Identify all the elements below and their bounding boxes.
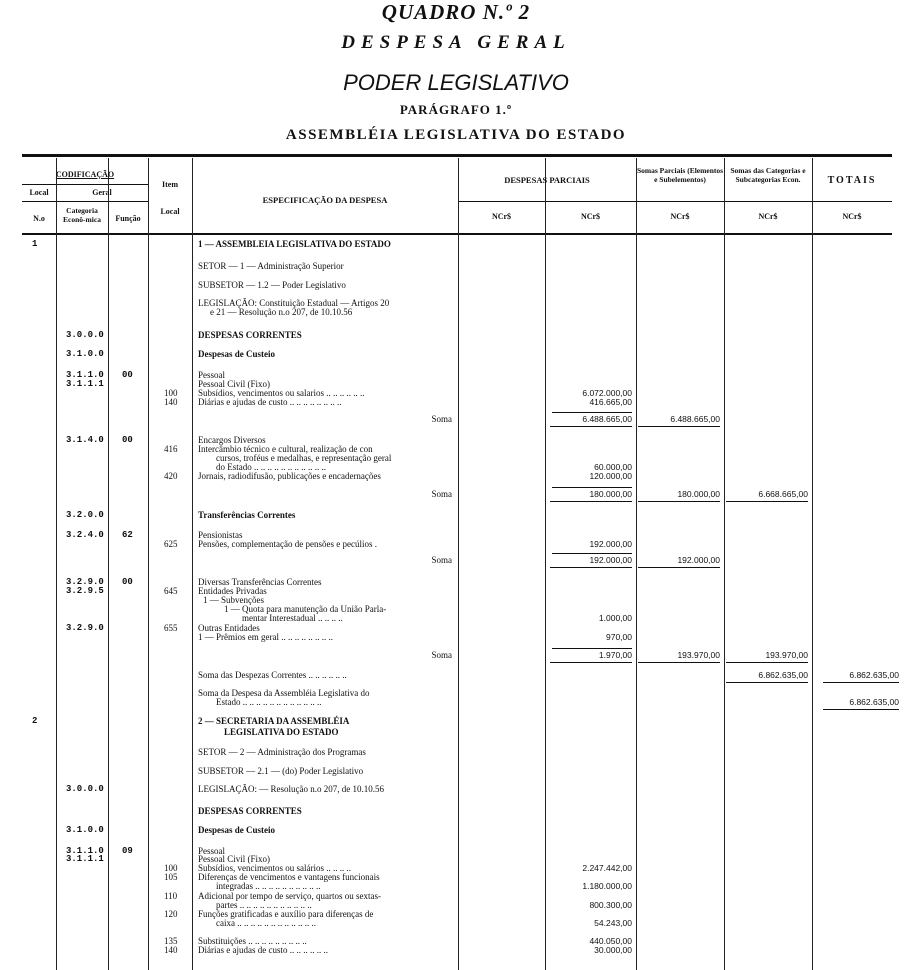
- categoria-code: 3.1.0.0: [66, 349, 104, 359]
- especificacao-text: Pensionistas: [198, 530, 243, 540]
- amount-rule: [823, 682, 899, 683]
- amount-p1: 30.000,00: [594, 945, 632, 955]
- especificacao-text: Encargos Diversos: [198, 435, 266, 445]
- code-divider-1: [22, 184, 148, 185]
- amount-p1: 416.665,00: [589, 397, 632, 407]
- amount-rule: [638, 501, 720, 502]
- funcao-code: 00: [122, 577, 133, 587]
- especificacao-text: Diárias e ajudas de custo .. .. .. .. .. ..: [198, 945, 328, 955]
- soma-label: Soma: [431, 555, 452, 565]
- amount-divider: [458, 201, 892, 202]
- col-rule-desc: [458, 158, 459, 970]
- item-code: 625: [164, 539, 178, 549]
- especificacao-text: SUBSETOR — 1.2 — Poder Legislativo: [198, 280, 346, 290]
- especificacao-text: Pessoal Civil (Fixo): [198, 379, 271, 389]
- currency-p2: NCr$: [580, 212, 601, 221]
- amount-p3: 6.668.665,00: [758, 489, 808, 499]
- especificacao-text: Pessoal Civil (Fixo): [198, 854, 271, 864]
- especificacao-text: Diferenças de vencimentos e vantagens funcionais: [198, 872, 380, 882]
- especificacao-text: caixa .. .. .. .. .. .. .. .. .. .. .. ..: [216, 918, 316, 928]
- especificacao-text: 1 — ASSEMBLEIA LEGISLATIVA DO ESTADO: [198, 239, 391, 249]
- amount-p2: 193.970,00: [677, 650, 720, 660]
- especificacao-text: Substituições .. .. .. .. .. .. .. .. ..: [198, 936, 307, 946]
- soma-label: Soma: [431, 414, 452, 424]
- soma-top-rule: [552, 487, 632, 488]
- amount-rule: [550, 567, 632, 568]
- categoria-code: 3.0.0.0: [66, 784, 104, 794]
- especificacao-text: 1 — Subvenções: [203, 595, 264, 605]
- especificacao-text: Jornais, radiodifusão, publicações e encadernações: [198, 471, 381, 481]
- categoria-code: 3.1.1.0: [66, 370, 104, 380]
- especificacao-text: mentar Interestadual .. .. .. ..: [242, 613, 343, 623]
- col-rule-p3: [724, 158, 725, 970]
- especificacao-text: integradas .. .. .. .. .. .. .. .. .. ..: [216, 881, 321, 891]
- item-code: 140: [164, 397, 178, 407]
- funcao-code: 00: [122, 435, 133, 445]
- soma-top-rule: [552, 648, 632, 649]
- especificacao-text: partes .. .. .. .. .. .. .. .. .. .. ..: [216, 900, 312, 910]
- item-code: 110: [164, 891, 178, 901]
- row-number: 2: [32, 716, 38, 726]
- item-code: 420: [164, 471, 178, 481]
- amount-p1: 440.050,00: [589, 936, 632, 946]
- col-rule-p2: [636, 158, 637, 970]
- amount-p4: 6.862.635,00: [849, 697, 899, 707]
- categoria-code: 3.1.0.0: [66, 825, 104, 835]
- especificacao-text: Subsídios, vencimentos ou salários .. .. .. ..: [198, 863, 351, 873]
- amount-p3: 6.862.635,00: [758, 670, 808, 680]
- item-code: 645: [164, 586, 178, 596]
- especificacao-text: Pessoal: [198, 846, 225, 856]
- col-rule-item: [192, 158, 193, 970]
- header-geral: Geral: [92, 188, 112, 197]
- amount-p1: 1.180.000,00: [582, 881, 632, 891]
- item-code: 655: [164, 623, 178, 633]
- amount-p1: 6.488.665,00: [582, 414, 632, 424]
- header-codificacao: CODIFICAÇÃO: [55, 170, 115, 179]
- especificacao-text: Outras Entidades: [198, 623, 260, 633]
- categoria-code: 3.1.1.1: [66, 854, 104, 864]
- header-bottom-rule: [22, 233, 892, 235]
- amount-rule: [638, 567, 720, 568]
- especificacao-text: Entidades Privadas: [198, 586, 267, 596]
- amount-p1: 970,00: [606, 632, 632, 642]
- amount-rule: [726, 501, 808, 502]
- amount-p3: 193.970,00: [765, 650, 808, 660]
- header-somas-categorias: Somas das Categorias e Subcategorias Econ.: [730, 166, 806, 184]
- especificacao-text: Estado .. .. .. .. .. .. .. .. .. .. .. ..: [216, 697, 322, 707]
- currency-p4: NCr$: [758, 212, 778, 221]
- col-rule-p1: [545, 158, 546, 970]
- despesa-title: DESPESA GERAL: [341, 32, 571, 53]
- amount-p2: 180.000,00: [677, 489, 720, 499]
- amount-rule: [550, 662, 632, 663]
- header-despesas-parciais: DESPESAS PARCIAIS: [504, 175, 590, 185]
- amount-p1: 60.000,00: [594, 462, 632, 472]
- especificacao-text: Intercâmbio técnico e cultural, realização de con: [198, 444, 373, 454]
- amount-rule: [726, 682, 808, 683]
- assembleia-title: ASSEMBLÉIA LEGISLATIVA DO ESTADO: [285, 127, 627, 143]
- item-code: 135: [164, 936, 178, 946]
- header-local: Local: [29, 188, 49, 197]
- amount-p1: 54.243,00: [594, 918, 632, 928]
- especificacao-text: 2 — SECRETARIA DA ASSEMBLÉIA: [198, 716, 350, 726]
- especificacao-text: 1 — Prêmios em geral .. .. .. .. .. .. .. ..: [198, 632, 333, 642]
- categoria-code: 3.1.1.0: [66, 846, 104, 856]
- amount-p1: 6.072.000,00: [582, 388, 632, 398]
- header-no: N.o: [33, 214, 45, 223]
- amount-rule: [550, 426, 632, 427]
- item-code: 100: [164, 388, 178, 398]
- amount-p1: 800.300,00: [589, 900, 632, 910]
- item-code: 416: [164, 444, 178, 454]
- amount-p1: 2.247.442,00: [582, 863, 632, 873]
- especificacao-text: Pensões, complementação de pensões e pecúlios .: [198, 539, 377, 549]
- amount-rule: [550, 501, 632, 502]
- header-item-local: Local: [160, 207, 180, 216]
- amount-p2: 192.000,00: [677, 555, 720, 565]
- amount-rule: [726, 662, 808, 663]
- header-funcao: Função: [115, 214, 141, 223]
- especificacao-text: Despesas de Custeio: [198, 825, 276, 835]
- categoria-code: 3.2.4.0: [66, 530, 104, 540]
- categoria-code: 3.2.9.5: [66, 586, 104, 596]
- especificacao-text: LEGISLATIVA DO ESTADO: [224, 727, 339, 737]
- col-rule-no: [56, 158, 57, 970]
- especificacao-text: Diversas Transferências Correntes: [198, 577, 322, 587]
- funcao-code: 09: [122, 846, 133, 856]
- categoria-code: 3.1.1.1: [66, 379, 104, 389]
- currency-p3: NCr$: [670, 212, 690, 221]
- table-top-rule: [22, 154, 892, 157]
- especificacao-text: Transferências Correntes: [198, 510, 296, 520]
- especificacao-text: Diárias e ajudas de custo .. .. .. .. .. .. .. ..: [198, 397, 342, 407]
- quadro-title: QUADRO N.º 2: [381, 0, 531, 24]
- amount-p1: 1.970,00: [598, 650, 632, 660]
- funcao-code: 62: [122, 530, 133, 540]
- especificacao-text: DESPESAS CORRENTES: [198, 330, 302, 340]
- currency-p1: NCr$: [491, 212, 512, 221]
- row-number: 1: [32, 239, 38, 249]
- currency-totais: NCr$: [842, 212, 862, 221]
- col-rule-cat: [108, 158, 109, 970]
- especificacao-text: LEGISLAÇÃO: Constituição Estadual — Artigos 20: [198, 298, 390, 308]
- item-code: 140: [164, 945, 178, 955]
- soma-label: Soma: [431, 489, 452, 499]
- header-categoria: Categoria Econô-mica: [63, 206, 101, 224]
- categoria-code: 3.2.9.0: [66, 623, 104, 633]
- paragrafo-title: PARÁGRAFO 1.º: [399, 102, 513, 117]
- categoria-code: 3.2.0.0: [66, 510, 104, 520]
- header-somas-parciais: Somas Parciais (Elementos e Subelementos): [636, 166, 724, 184]
- amount-rule: [638, 426, 720, 427]
- especificacao-text: cursos, troféus e medalhas, e representação geral: [216, 453, 392, 463]
- amount-p1: 120.000,00: [589, 471, 632, 481]
- item-code: 105: [164, 872, 178, 882]
- item-code: 100: [164, 863, 178, 873]
- especificacao-text: LEGISLAÇÃO: — Resolução n.o 207, de 10.10.56: [198, 784, 384, 794]
- especificacao-text: do Estado .. .. .. .. .. .. .. .. .. .. ..: [216, 462, 326, 472]
- especificacao-text: Despesas de Custeio: [198, 349, 276, 359]
- amount-rule: [638, 662, 720, 663]
- col-rule-fn: [148, 158, 149, 970]
- funcao-code: 00: [122, 370, 133, 380]
- especificacao-text: Soma da Despesa da Assembléia Legislativa do: [198, 688, 370, 698]
- especificacao-text: Subsídios, vencimentos ou salarios .. .. .. .. .. ..: [198, 388, 365, 398]
- especificacao-text: DESPESAS CORRENTES: [198, 806, 302, 816]
- categoria-code: 3.1.4.0: [66, 435, 104, 445]
- amount-p4: 6.862.635,00: [849, 670, 899, 680]
- soma-top-rule: [552, 412, 632, 413]
- soma-label: Soma: [431, 650, 452, 660]
- amount-p1: 192.000,00: [589, 555, 632, 565]
- amount-p2: 6.488.665,00: [670, 414, 720, 424]
- especificacao-text: Adicional por tempo de serviço, quartos ou sextas-: [198, 891, 381, 901]
- amount-p1: 192.000,00: [589, 539, 632, 549]
- amount-rule: [823, 709, 899, 710]
- poder-title: PODER LEGISLATIVO: [343, 70, 569, 95]
- especificacao-text: Pessoal: [198, 370, 225, 380]
- code-divider-2: [22, 201, 148, 202]
- categoria-code: 3.2.9.0: [66, 577, 104, 587]
- especificacao-text: SUBSETOR — 2.1 — (do) Poder Legislativo: [198, 766, 364, 776]
- especificacao-text: SETOR — 1 — Administração Superior: [198, 261, 344, 271]
- especificacao-text: Funções gratificadas e auxílio para diferenças de: [198, 909, 374, 919]
- especificacao-text: e 21 — Resolução n.o 207, de 10.10.56: [210, 307, 353, 317]
- especificacao-text: 1 — Quota para manutenção da União Parla-: [224, 604, 387, 614]
- amount-p1: 1.000,00: [598, 613, 632, 623]
- col-rule-p4: [812, 158, 813, 970]
- header-item: Item: [162, 180, 178, 189]
- amount-p1: 180.000,00: [589, 489, 632, 499]
- item-code: 120: [164, 909, 178, 919]
- categoria-code: 3.0.0.0: [66, 330, 104, 340]
- header-especificacao: ESPECIFICAÇÃO DA DESPESA: [262, 195, 388, 205]
- soma-top-rule: [552, 553, 632, 554]
- especificacao-text: SETOR — 2 — Administração dos Programas: [198, 747, 366, 757]
- especificacao-text: Soma das Despezas Correntes .. .. .. .. .. ..: [198, 670, 347, 680]
- header-totais: TOTAIS: [827, 175, 877, 186]
